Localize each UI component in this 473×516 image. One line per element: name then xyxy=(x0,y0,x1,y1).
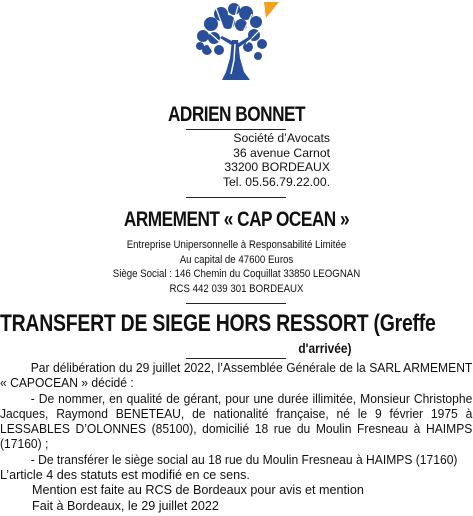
notice-body xyxy=(0,361,473,514)
headline-divider xyxy=(186,358,286,359)
notice-paragraph-mention: Mention est faite au RCS de Bordeaux pour avis et mention xyxy=(32,483,364,498)
tree-logo-icon xyxy=(186,0,286,86)
company-name: ARMEMENT « CAP OCEAN » xyxy=(123,208,350,231)
notice-headline: TRANSFERT DE SIEGE HORS RESSORT (Greffe xyxy=(0,310,436,337)
company-capital: Au capital de 47600 Euros xyxy=(179,253,294,266)
notice-paragraph-transfer: - De transférer le siège social au 18 rue du Moulin Fresneau à HAIMPS (17160) xyxy=(30,452,458,467)
notice-paragraph-manager: - De nommer, en qualité de gérant, pour une durée illimitée, Monsieur Christophe Jacques, Raymond BENETEAU, de nationalité française, né le 9 février 1975 à LESSABLES D’OLONNES (85100), domicilié 18 rue du Moulin Fresneau à HAIMPS (17160) ; xyxy=(0,391,473,452)
firm-name-underline xyxy=(186,129,286,130)
firm-phone: Tel. 05.56.79.22.00. xyxy=(222,174,330,189)
notice-paragraph-deliberation: Par délibération du 29 juillet 2022, l’Assemblée Générale de la SARL ARMEMENT « CAPOCEAN » décidé : xyxy=(0,361,473,391)
company-rcs: RCS 442 039 301 BORDEAUX xyxy=(169,282,304,295)
company-legal-form: Entreprise Unipersonnelle à Responsabilité Limitée xyxy=(126,239,347,251)
company-block-divider xyxy=(186,303,286,304)
firm-street: 36 avenue Carnot xyxy=(233,145,330,160)
firm-type: Société d’Avocats xyxy=(233,131,330,145)
firm-name: ADRIEN BONNET xyxy=(167,103,306,126)
firm-block-divider xyxy=(186,197,286,198)
notice-headline-continued: d'arrivée) xyxy=(297,340,351,356)
firm-city: 33200 BORDEAUX xyxy=(224,160,330,175)
notice-paragraph-article: L’article 4 des statuts est modifié en ce sens. xyxy=(0,468,250,483)
company-head-office: Siège Social : 146 Chemin du Coquillat 33850 LEOGNAN xyxy=(112,268,361,280)
notice-paragraph-signature: Fait à Bordeaux, le 29 juillet 2022 xyxy=(32,498,219,513)
firm-contact-block xyxy=(150,131,330,189)
company-details-block xyxy=(0,238,473,296)
